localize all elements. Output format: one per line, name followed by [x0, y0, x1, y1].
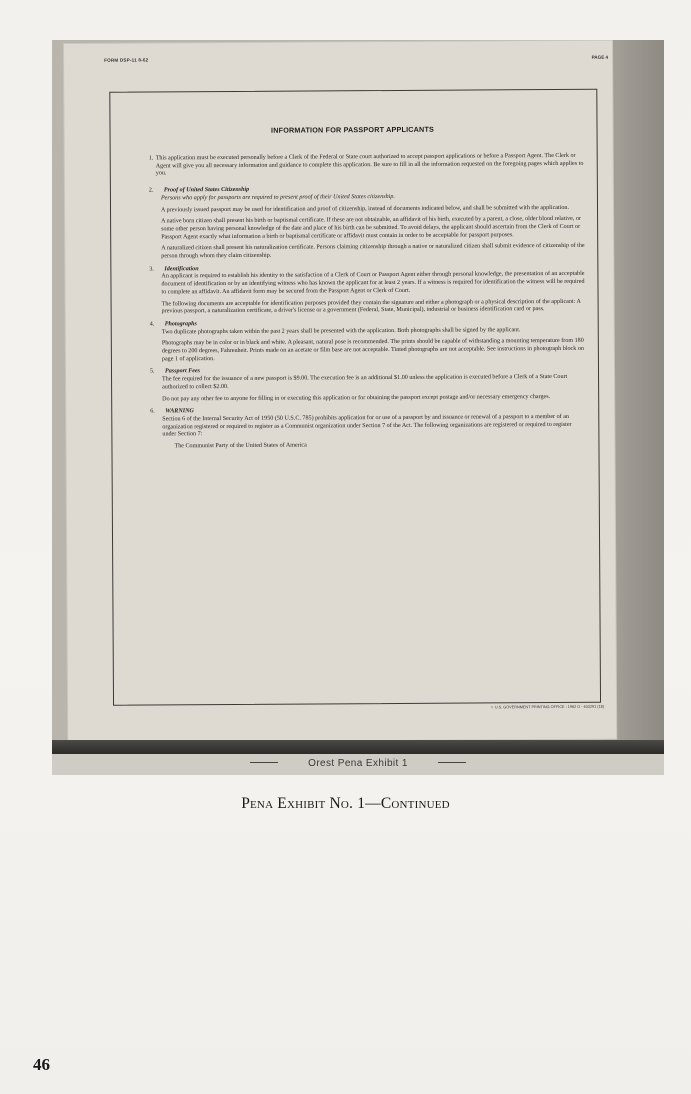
section-paragraph: Section 6 of the Internal Security Act of 1950 (50 U.S.C. 785) prohibits application for or use of a passport by and issuance or renewal of a passport to a member of an organization registered or required to register as a Communist organization under Section 7 of the Act. The following organizations are registered or required to register under Section 7: — [162, 413, 572, 438]
section-number: 3. — [149, 266, 154, 273]
section-paragraph: Do not pay any other fee to anyone for filling in or executing this application or for obtaining the passport except postage and/or necessary emergency charges. — [162, 393, 551, 402]
form-number: FORM DSP-11 8-62 — [104, 57, 149, 63]
section-1 — [148, 152, 585, 183]
section-paragraph: A native born citizen shall present his birth or baptismal certificate. If these are not obtainable, an affidavit of his birth, executed by a parent, a close, older blood relative, or some other person having personal knowledge of the date and place of his birth can be submitted. To avoid delays, the applicant should ascertain from the Clerk of Court or Passport Agent exactly what information a birth or baptismal certificate or affidavit must contain in order to be acceptable for passport purposes. — [161, 216, 581, 241]
section-paragraph: The fee required for the issuance of a new passport is $9.00. The execution fee is an additional $1.00 unless the application is executed before a Clerk of a State Court authorized to collect $2.00. — [162, 374, 568, 391]
page-number: 46 — [33, 1055, 50, 1074]
section-paragraph: An applicant is required to establish his identity to the satisfaction of a Clerk of Court or Passport Agent either through personal knowledge, the presentation of an acceptable document of identification or by an identifying witness who has known the applicant for at least 2 years. If a witness is required for identification the witness will be required to complete an affidavit. An affidavit form may be secured from the Passport Agent or Clerk of Court. — [161, 271, 585, 296]
section-text: This application must be executed personally before a Clerk of the Federal or State court authorized to accept passport applications or before a Passport Agent. The Clerk or Agent will give you all necessary information and guidance to complete this application. Be sure to fill in all the information requested on the foregoing pages which applies to you. — [155, 152, 584, 177]
section-lead: Persons who apply for passports are required to present proof of their United States citizenship. — [160, 193, 395, 202]
organization-name: The Communist Party of the United States of America — [174, 442, 307, 450]
exhibit-caption: Pena Exhibit No. 1—Continued — [241, 795, 450, 812]
show-through-text — [258, 904, 261, 919]
photo-dark-edge — [52, 740, 664, 754]
form-title: INFORMATION FOR PASSPORT APPLICANTS — [271, 124, 435, 135]
section-number: 2. — [148, 187, 154, 194]
form-body — [148, 152, 587, 455]
photo-caption: Orest Pena Exhibit 1 — [308, 758, 408, 769]
section-number: 6. — [150, 408, 155, 415]
section-title: Photographs — [164, 321, 197, 328]
section-paragraph: A previously issued passport may be used for identification and proof of citizenship, instead of documents indicated below, and shall be submitted with the application. — [160, 204, 569, 213]
section-title: Identification — [164, 265, 199, 273]
section-paragraph: Photographs may be in color or in black and white. A pleasant, natural pose is recommended. The prints should be capable of withstanding a mounting temperature from 180 degrees to 200 degrees, Fahrenheit. Prints made on an acetate or film base are not acceptable. Tinted photographs are not acceptable. See instructions in photograph block on page 1 of application. — [161, 338, 584, 363]
section-paragraph: The following documents are acceptable for identification purposes provided they contain the signature and either a photograph or a physical description of the applicant: A previous passport, a naturalization certificate, a driver's license or a government (Federal, State, Municipal), industrial or business identification card or pass. — [161, 298, 581, 315]
section-title: WARNING — [165, 408, 194, 415]
section-number: 5. — [149, 368, 155, 375]
printing-office-note: ☆ U.S. GOVERNMENT PRINTING OFFICE : 1962 O - 633291 (18) — [490, 704, 605, 710]
form-page-label: PAGE 4 — [591, 54, 609, 60]
section-paragraph: A naturalized citizen shall present his naturalization certificate. Persons claiming citizenship through a native or naturalized citizen shall submit evidence of citizenship of the person through whom they claim citizenship. — [161, 243, 585, 260]
section-number: 1. — [148, 155, 154, 162]
section-number: 4. — [149, 321, 155, 328]
section-title: Proof of United States Citizenship — [163, 186, 250, 194]
section-paragraph: Two duplicate photographs taken within the past 2 years shall be presented with the application. Both photographs shall be signed by the applicant. — [161, 326, 521, 336]
passport-form-sheet — [64, 41, 616, 742]
exhibit-photograph — [52, 40, 664, 775]
section-title: Passport Fees — [164, 368, 201, 375]
